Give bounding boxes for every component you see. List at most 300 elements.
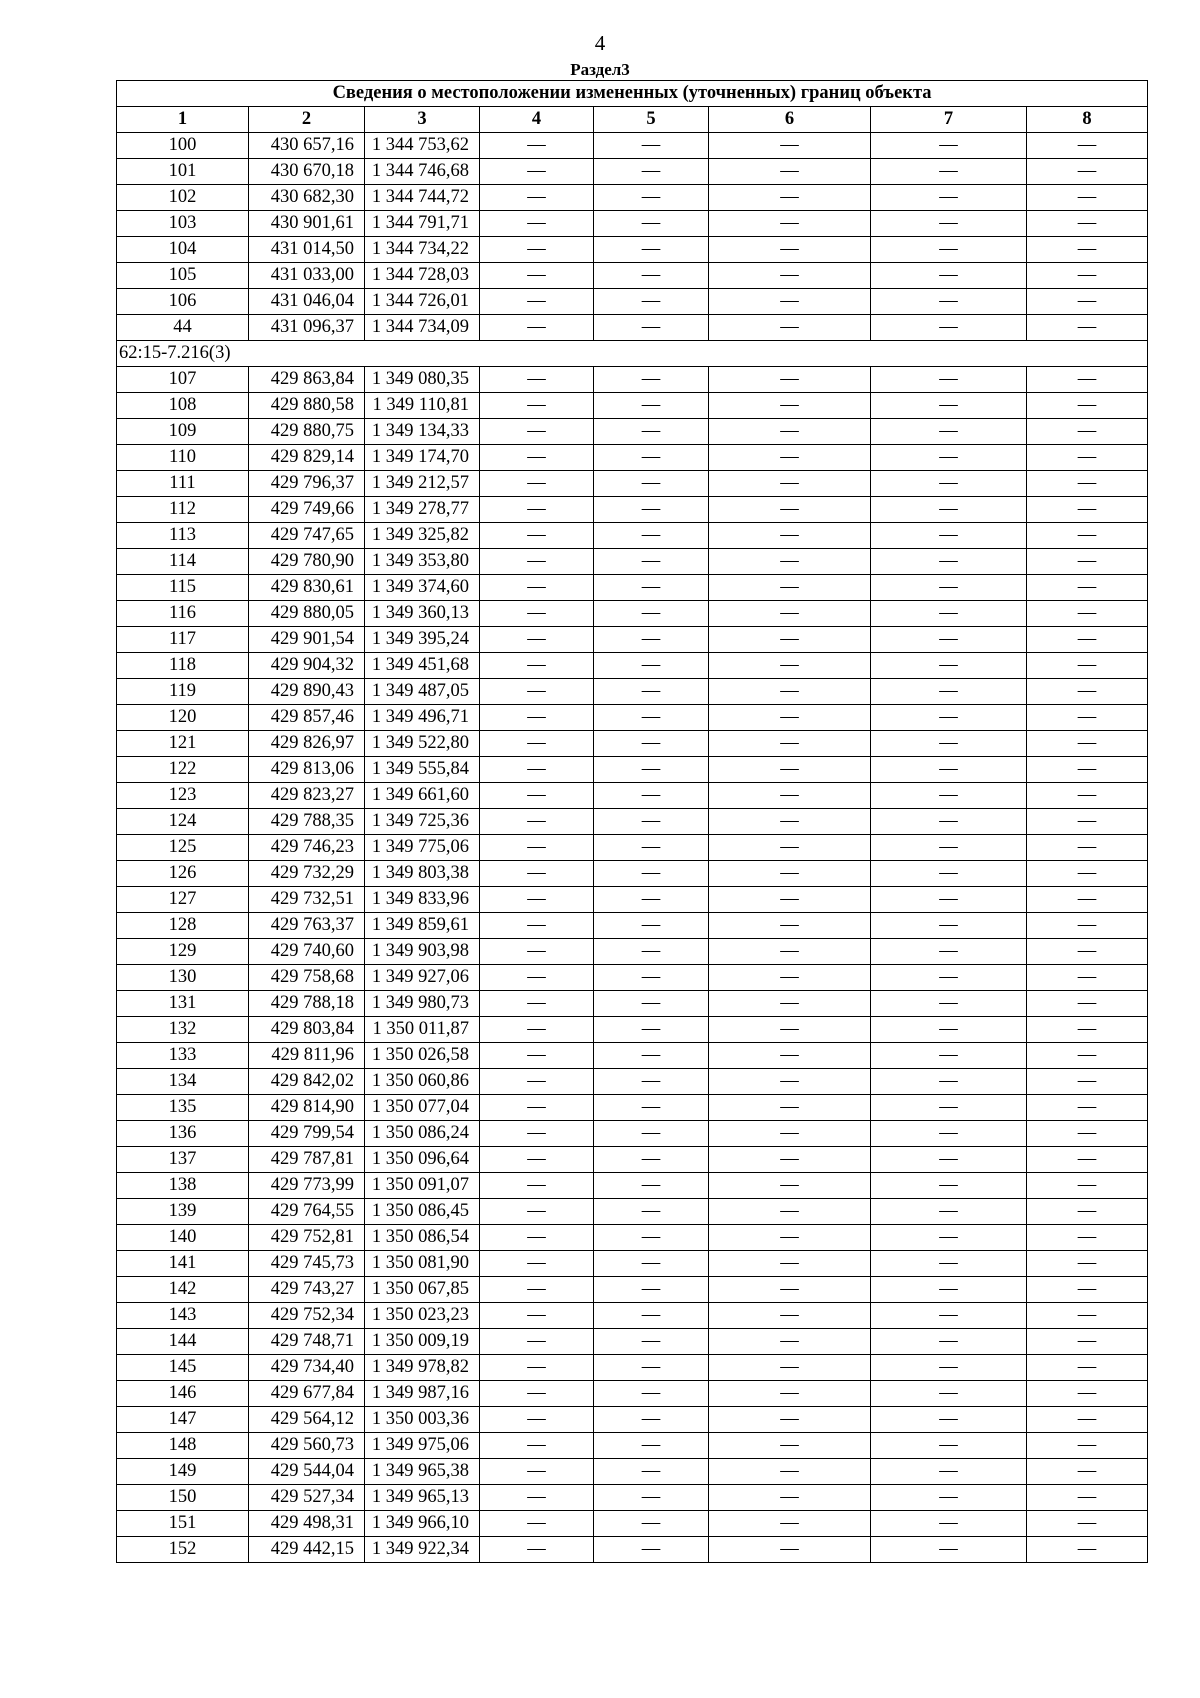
x-coordinate-cell: 429 442,15 [249, 1537, 365, 1563]
x-coordinate-cell: 430 657,16 [249, 133, 365, 159]
x-coordinate-cell: 431 096,37 [249, 315, 365, 341]
empty-cell: — [709, 1303, 871, 1329]
point-number-cell: 149 [117, 1459, 249, 1485]
x-coordinate-cell: 429 732,29 [249, 861, 365, 887]
empty-cell: — [480, 991, 594, 1017]
empty-cell: — [480, 315, 594, 341]
table-row [117, 939, 1148, 965]
empty-cell: — [709, 1121, 871, 1147]
group-label: 62:15-7.216(3) [117, 341, 1148, 367]
empty-cell: — [871, 757, 1027, 783]
table-row [117, 419, 1148, 445]
table-row [117, 393, 1148, 419]
y-coordinate-cell: 1 349 451,68 [365, 653, 480, 679]
x-coordinate-cell: 429 880,58 [249, 393, 365, 419]
empty-cell: — [709, 1017, 871, 1043]
table-row [117, 211, 1148, 237]
empty-cell: — [871, 1017, 1027, 1043]
empty-cell: — [1027, 913, 1148, 939]
x-coordinate-cell: 429 826,97 [249, 731, 365, 757]
table-row [117, 835, 1148, 861]
empty-cell: — [594, 1511, 709, 1537]
x-coordinate-cell: 429 823,27 [249, 783, 365, 809]
empty-cell: — [1027, 471, 1148, 497]
empty-cell: — [1027, 861, 1148, 887]
empty-cell: — [594, 965, 709, 991]
empty-cell: — [594, 419, 709, 445]
empty-cell: — [594, 1537, 709, 1563]
empty-cell: — [1027, 1303, 1148, 1329]
point-number-cell: 139 [117, 1199, 249, 1225]
point-number-cell: 146 [117, 1381, 249, 1407]
table-row [117, 809, 1148, 835]
x-coordinate-cell: 430 682,30 [249, 185, 365, 211]
empty-cell: — [594, 497, 709, 523]
empty-cell: — [594, 185, 709, 211]
empty-cell: — [480, 1537, 594, 1563]
empty-cell: — [1027, 1355, 1148, 1381]
empty-cell: — [1027, 887, 1148, 913]
empty-cell: — [480, 1511, 594, 1537]
empty-cell: — [594, 757, 709, 783]
empty-cell: — [480, 1095, 594, 1121]
point-number-cell: 113 [117, 523, 249, 549]
table-row [117, 1095, 1148, 1121]
empty-cell: — [594, 1303, 709, 1329]
point-number-cell: 152 [117, 1537, 249, 1563]
y-coordinate-cell: 1 349 903,98 [365, 939, 480, 965]
page-number: 4 [594, 31, 606, 55]
empty-cell: — [871, 1381, 1027, 1407]
x-coordinate-cell: 429 746,23 [249, 835, 365, 861]
y-coordinate-cell: 1 344 734,22 [365, 237, 480, 263]
empty-cell: — [1027, 939, 1148, 965]
y-coordinate-cell: 1 350 086,45 [365, 1199, 480, 1225]
y-coordinate-cell: 1 350 096,64 [365, 1147, 480, 1173]
y-coordinate-cell: 1 349 353,80 [365, 549, 480, 575]
y-coordinate-cell: 1 344 728,03 [365, 263, 480, 289]
point-number-cell: 142 [117, 1277, 249, 1303]
empty-cell: — [480, 1043, 594, 1069]
column-header: 4 [480, 107, 594, 133]
empty-cell: — [594, 237, 709, 263]
empty-cell: — [1027, 575, 1148, 601]
table-row [117, 1485, 1148, 1511]
y-coordinate-cell: 1 349 522,80 [365, 731, 480, 757]
empty-cell: — [1027, 757, 1148, 783]
empty-cell: — [1027, 835, 1148, 861]
y-coordinate-cell: 1 344 726,01 [365, 289, 480, 315]
empty-cell: — [594, 913, 709, 939]
y-coordinate-cell: 1 349 174,70 [365, 445, 480, 471]
empty-cell: — [480, 471, 594, 497]
x-coordinate-cell: 429 904,32 [249, 653, 365, 679]
empty-cell: — [1027, 523, 1148, 549]
empty-cell: — [871, 1303, 1027, 1329]
table-row [117, 861, 1148, 887]
y-coordinate-cell: 1 349 922,34 [365, 1537, 480, 1563]
empty-cell: — [709, 1277, 871, 1303]
empty-cell: — [709, 627, 871, 653]
point-number-cell: 126 [117, 861, 249, 887]
empty-cell: — [480, 159, 594, 185]
y-coordinate-cell: 1 344 746,68 [365, 159, 480, 185]
x-coordinate-cell: 429 788,35 [249, 809, 365, 835]
empty-cell: — [1027, 1277, 1148, 1303]
point-number-cell: 104 [117, 237, 249, 263]
table-row [117, 315, 1148, 341]
empty-cell: — [594, 289, 709, 315]
empty-cell: — [871, 809, 1027, 835]
table-row [117, 1329, 1148, 1355]
empty-cell: — [594, 1407, 709, 1433]
empty-cell: — [480, 1173, 594, 1199]
point-number-cell: 135 [117, 1095, 249, 1121]
table-row [117, 185, 1148, 211]
y-coordinate-cell: 1 349 975,06 [365, 1433, 480, 1459]
table-title-row [117, 81, 1148, 107]
y-coordinate-cell: 1 349 980,73 [365, 991, 480, 1017]
empty-cell: — [480, 133, 594, 159]
y-coordinate-cell: 1 349 803,38 [365, 861, 480, 887]
x-coordinate-cell: 429 764,55 [249, 1199, 365, 1225]
empty-cell: — [871, 939, 1027, 965]
point-number-cell: 101 [117, 159, 249, 185]
table-row [117, 1433, 1148, 1459]
y-coordinate-cell: 1 350 026,58 [365, 1043, 480, 1069]
empty-cell: — [871, 315, 1027, 341]
y-coordinate-cell: 1 349 965,13 [365, 1485, 480, 1511]
empty-cell: — [871, 1537, 1027, 1563]
empty-cell: — [871, 419, 1027, 445]
x-coordinate-cell: 429 740,60 [249, 939, 365, 965]
y-coordinate-cell: 1 350 060,86 [365, 1069, 480, 1095]
empty-cell: — [480, 705, 594, 731]
empty-cell: — [1027, 315, 1148, 341]
empty-cell: — [871, 1511, 1027, 1537]
y-coordinate-cell: 1 349 487,05 [365, 679, 480, 705]
empty-cell: — [594, 627, 709, 653]
empty-cell: — [709, 939, 871, 965]
empty-cell: — [1027, 1433, 1148, 1459]
empty-cell: — [480, 1407, 594, 1433]
empty-cell: — [594, 211, 709, 237]
empty-cell: — [480, 1147, 594, 1173]
table-row [117, 471, 1148, 497]
empty-cell: — [480, 1381, 594, 1407]
empty-cell: — [871, 159, 1027, 185]
x-coordinate-cell: 431 033,00 [249, 263, 365, 289]
empty-cell: — [480, 1225, 594, 1251]
empty-cell: — [1027, 393, 1148, 419]
empty-cell: — [709, 185, 871, 211]
section-label: Раздел3 [570, 60, 630, 79]
empty-cell: — [480, 497, 594, 523]
empty-cell: — [709, 1173, 871, 1199]
empty-cell: — [594, 809, 709, 835]
empty-cell: — [709, 315, 871, 341]
empty-cell: — [480, 809, 594, 835]
empty-cell: — [709, 965, 871, 991]
empty-cell: — [1027, 1485, 1148, 1511]
y-coordinate-cell: 1 349 927,06 [365, 965, 480, 991]
empty-cell: — [871, 1459, 1027, 1485]
point-number-cell: 122 [117, 757, 249, 783]
point-number-cell: 114 [117, 549, 249, 575]
x-coordinate-cell: 429 747,65 [249, 523, 365, 549]
empty-cell: — [594, 1069, 709, 1095]
empty-cell: — [871, 471, 1027, 497]
empty-cell: — [871, 783, 1027, 809]
table-row [117, 757, 1148, 783]
empty-cell: — [1027, 289, 1148, 315]
empty-cell: — [480, 237, 594, 263]
point-number-cell: 140 [117, 1225, 249, 1251]
point-number-cell: 136 [117, 1121, 249, 1147]
empty-cell: — [480, 731, 594, 757]
table-row [117, 1459, 1148, 1485]
empty-cell: — [1027, 1459, 1148, 1485]
x-coordinate-cell: 429 796,37 [249, 471, 365, 497]
empty-cell: — [594, 471, 709, 497]
empty-cell: — [871, 393, 1027, 419]
table-row [117, 1251, 1148, 1277]
point-number-cell: 145 [117, 1355, 249, 1381]
empty-cell: — [1027, 263, 1148, 289]
point-number-cell: 131 [117, 991, 249, 1017]
point-number-cell: 107 [117, 367, 249, 393]
point-number-cell: 134 [117, 1069, 249, 1095]
empty-cell: — [871, 653, 1027, 679]
empty-cell: — [1027, 1537, 1148, 1563]
empty-cell: — [594, 1251, 709, 1277]
empty-cell: — [871, 575, 1027, 601]
x-coordinate-cell: 429 901,54 [249, 627, 365, 653]
empty-cell: — [594, 445, 709, 471]
empty-cell: — [709, 861, 871, 887]
y-coordinate-cell: 1 350 011,87 [365, 1017, 480, 1043]
empty-cell: — [480, 1017, 594, 1043]
table-row [117, 1511, 1148, 1537]
empty-cell: — [594, 705, 709, 731]
empty-cell: — [1027, 1069, 1148, 1095]
empty-cell: — [1027, 1225, 1148, 1251]
y-coordinate-cell: 1 349 966,10 [365, 1511, 480, 1537]
x-coordinate-cell: 429 813,06 [249, 757, 365, 783]
y-coordinate-cell: 1 350 086,24 [365, 1121, 480, 1147]
empty-cell: — [480, 263, 594, 289]
table-row [117, 1173, 1148, 1199]
empty-cell: — [1027, 1251, 1148, 1277]
empty-cell: — [594, 1485, 709, 1511]
table-row [117, 965, 1148, 991]
y-coordinate-cell: 1 349 110,81 [365, 393, 480, 419]
empty-cell: — [871, 497, 1027, 523]
empty-cell: — [594, 1381, 709, 1407]
empty-cell: — [709, 1355, 871, 1381]
empty-cell: — [709, 757, 871, 783]
empty-cell: — [871, 367, 1027, 393]
empty-cell: — [1027, 965, 1148, 991]
empty-cell: — [709, 211, 871, 237]
empty-cell: — [709, 991, 871, 1017]
empty-cell: — [480, 913, 594, 939]
y-coordinate-cell: 1 344 744,72 [365, 185, 480, 211]
empty-cell: — [594, 991, 709, 1017]
empty-cell: — [709, 653, 871, 679]
empty-cell: — [871, 1225, 1027, 1251]
point-number-cell: 148 [117, 1433, 249, 1459]
table-row [117, 237, 1148, 263]
y-coordinate-cell: 1 349 555,84 [365, 757, 480, 783]
y-coordinate-cell: 1 349 325,82 [365, 523, 480, 549]
empty-cell: — [709, 445, 871, 471]
empty-cell: — [480, 1251, 594, 1277]
empty-cell: — [480, 783, 594, 809]
empty-cell: — [709, 887, 871, 913]
empty-cell: — [594, 1121, 709, 1147]
column-header: 7 [871, 107, 1027, 133]
table-row [117, 1381, 1148, 1407]
table-row [117, 887, 1148, 913]
empty-cell: — [709, 1381, 871, 1407]
empty-cell: — [1027, 237, 1148, 263]
y-coordinate-cell: 1 350 086,54 [365, 1225, 480, 1251]
y-coordinate-cell: 1 349 775,06 [365, 835, 480, 861]
y-coordinate-cell: 1 350 009,19 [365, 1329, 480, 1355]
empty-cell: — [871, 1121, 1027, 1147]
empty-cell: — [594, 263, 709, 289]
table-body [117, 133, 1148, 1563]
empty-cell: — [709, 913, 871, 939]
x-coordinate-cell: 429 748,71 [249, 1329, 365, 1355]
empty-cell: — [480, 653, 594, 679]
empty-cell: — [871, 263, 1027, 289]
empty-cell: — [1027, 705, 1148, 731]
empty-cell: — [480, 445, 594, 471]
point-number-cell: 147 [117, 1407, 249, 1433]
y-coordinate-cell: 1 349 278,77 [365, 497, 480, 523]
empty-cell: — [709, 1069, 871, 1095]
empty-cell: — [871, 835, 1027, 861]
table-row [117, 1017, 1148, 1043]
empty-cell: — [1027, 1329, 1148, 1355]
empty-cell: — [871, 1355, 1027, 1381]
empty-cell: — [480, 835, 594, 861]
point-number-cell: 108 [117, 393, 249, 419]
x-coordinate-cell: 429 498,31 [249, 1511, 365, 1537]
empty-cell: — [594, 575, 709, 601]
x-coordinate-cell: 429 527,34 [249, 1485, 365, 1511]
point-number-cell: 150 [117, 1485, 249, 1511]
point-number-cell: 151 [117, 1511, 249, 1537]
empty-cell: — [709, 523, 871, 549]
empty-cell: — [871, 861, 1027, 887]
empty-cell: — [480, 1459, 594, 1485]
empty-cell: — [709, 1095, 871, 1121]
table-row [117, 1225, 1148, 1251]
x-coordinate-cell: 429 743,27 [249, 1277, 365, 1303]
empty-cell: — [1027, 1121, 1148, 1147]
empty-cell: — [709, 1147, 871, 1173]
empty-cell: — [594, 887, 709, 913]
empty-cell: — [1027, 1147, 1148, 1173]
empty-cell: — [871, 1147, 1027, 1173]
empty-cell: — [709, 1485, 871, 1511]
empty-cell: — [594, 1225, 709, 1251]
empty-cell: — [709, 1511, 871, 1537]
empty-cell: — [1027, 601, 1148, 627]
empty-cell: — [871, 1069, 1027, 1095]
empty-cell: — [480, 1199, 594, 1225]
table-row [117, 1121, 1148, 1147]
point-number-cell: 125 [117, 835, 249, 861]
table-row [117, 1537, 1148, 1563]
empty-cell: — [480, 601, 594, 627]
point-number-cell: 120 [117, 705, 249, 731]
table-row [117, 159, 1148, 185]
y-coordinate-cell: 1 350 067,85 [365, 1277, 480, 1303]
empty-cell: — [594, 133, 709, 159]
column-header: 2 [249, 107, 365, 133]
table-row [117, 1043, 1148, 1069]
empty-cell: — [594, 1433, 709, 1459]
empty-cell: — [1027, 627, 1148, 653]
empty-cell: — [1027, 991, 1148, 1017]
point-number-cell: 119 [117, 679, 249, 705]
point-number-cell: 44 [117, 315, 249, 341]
empty-cell: — [709, 393, 871, 419]
y-coordinate-cell: 1 349 978,82 [365, 1355, 480, 1381]
x-coordinate-cell: 429 880,05 [249, 601, 365, 627]
empty-cell: — [480, 1485, 594, 1511]
column-header: 3 [365, 107, 480, 133]
x-coordinate-cell: 429 863,84 [249, 367, 365, 393]
empty-cell: — [480, 523, 594, 549]
x-coordinate-cell: 429 890,43 [249, 679, 365, 705]
x-coordinate-cell: 431 014,50 [249, 237, 365, 263]
empty-cell: — [594, 1355, 709, 1381]
point-number-cell: 100 [117, 133, 249, 159]
y-coordinate-cell: 1 350 023,23 [365, 1303, 480, 1329]
group-label-row [117, 341, 1148, 367]
table-row [117, 575, 1148, 601]
x-coordinate-cell: 429 677,84 [249, 1381, 365, 1407]
x-coordinate-cell: 429 732,51 [249, 887, 365, 913]
x-coordinate-cell: 429 758,68 [249, 965, 365, 991]
y-coordinate-cell: 1 350 003,36 [365, 1407, 480, 1433]
empty-cell: — [871, 679, 1027, 705]
boundary-coordinates-table [116, 80, 1148, 1563]
empty-cell: — [594, 1329, 709, 1355]
empty-cell: — [1027, 783, 1148, 809]
table-row [117, 1303, 1148, 1329]
empty-cell: — [1027, 367, 1148, 393]
empty-cell: — [871, 445, 1027, 471]
empty-cell: — [709, 263, 871, 289]
column-header-row [117, 107, 1148, 133]
x-coordinate-cell: 430 670,18 [249, 159, 365, 185]
x-coordinate-cell: 429 787,81 [249, 1147, 365, 1173]
empty-cell: — [480, 575, 594, 601]
empty-cell: — [480, 1329, 594, 1355]
empty-cell: — [709, 809, 871, 835]
point-number-cell: 133 [117, 1043, 249, 1069]
empty-cell: — [871, 1407, 1027, 1433]
empty-cell: — [871, 523, 1027, 549]
empty-cell: — [871, 1199, 1027, 1225]
table-row [117, 289, 1148, 315]
